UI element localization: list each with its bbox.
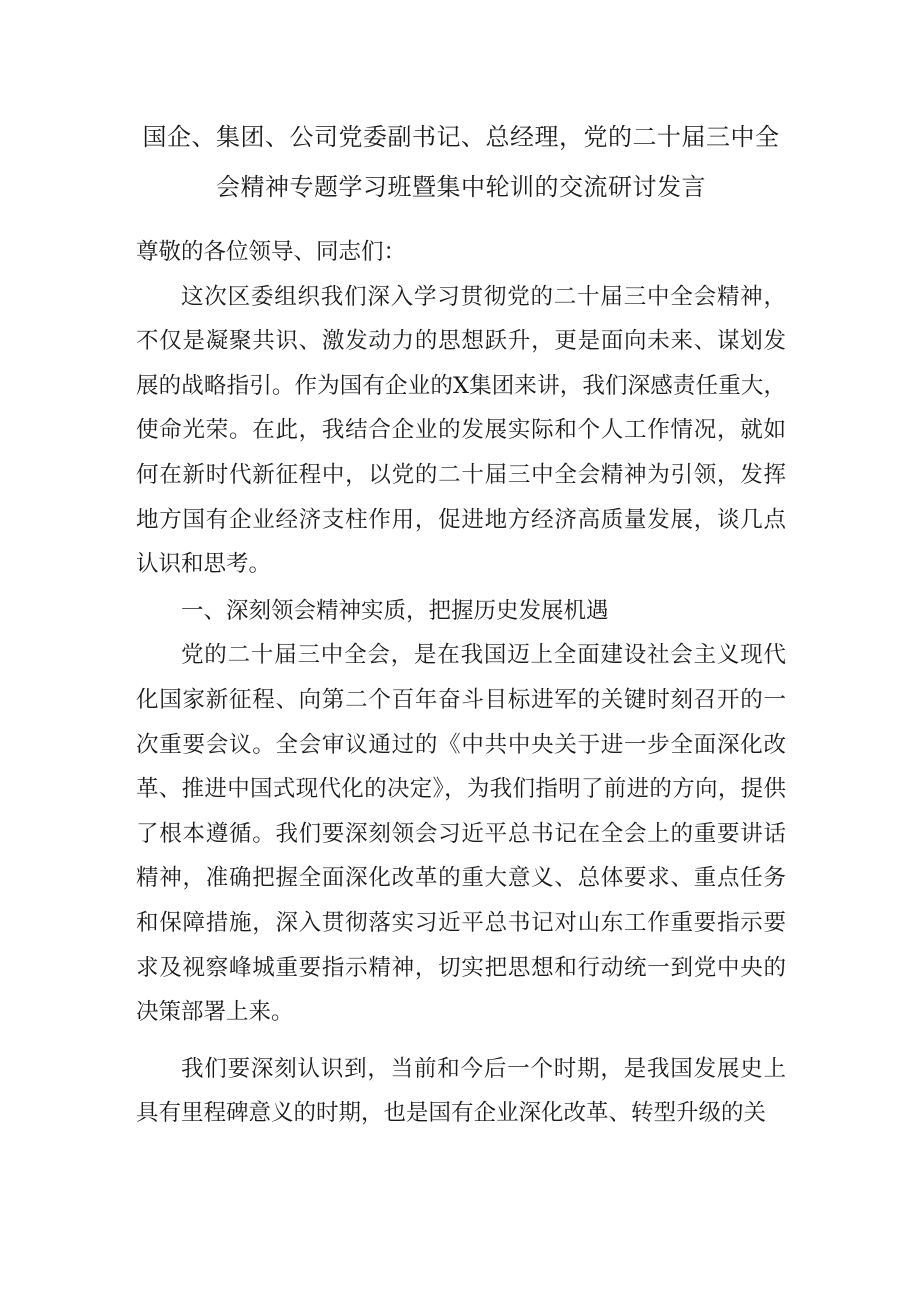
- document-body: [136, 230, 786, 1136]
- paragraph-recognition: 我们要深刻认识到，当前和今后一个时期，是我国发展史上具有里程碑意义的时期，也是国有企业深化改革、转型升级的关: [136, 1055, 786, 1127]
- document-page: [136, 112, 786, 1136]
- paragraph-intro: 这次区委组织我们深入学习贯彻党的二十届三中全会精神，不仅是凝聚共识、激发动力的思想跃升，更是面向未来、谋划发展的战略指引。作为国有企业的X集团来讲，我们深感责任重大，使命光荣。在此，我结合企业的发展实际和个人工作情况，就如何在新时代新征程中，以党的二十届三中全会精神为引领，发挥地方国有企业经济支柱作用，促进地方经济高质量发展，谈几点认识和思考。: [136, 283, 786, 578]
- salutation: 尊敬的各位领导、同志们：: [136, 239, 407, 265]
- section-heading-1: 一、深刻领会精神实质，把握历史发展机遇: [181, 597, 609, 624]
- title-line-2: 会精神专题学习班暨集中轮训的交流研讨发言: [216, 173, 706, 201]
- paragraph-plenum: 党的二十届三中全会，是在我国迈上全面建设社会主义现代化国家新征程、向第二个百年奋斗目标进军的关键时刻召开的一次重要会议。全会审议通过的《中共中央关于进一步全面深化改革、推进中国式现代化的决定》，为我们指明了前进的方向，提供了根本遵循。我们要深刻领会习近平总书记在全会上的重要讲话精神，准确把握全面深化改革的重大意义、总体要求、重点任务和保障措施，深入贯彻落实习近平总书记对山东工作重要指示要求及视察峰城重要指示精神，切实把思想和行动统一到党中央的决策部署上来。: [136, 642, 786, 1026]
- document-title: [136, 112, 786, 212]
- title-line-1: 国企、集团、公司党委副书记、总经理，党的二十届三中全: [142, 123, 780, 151]
